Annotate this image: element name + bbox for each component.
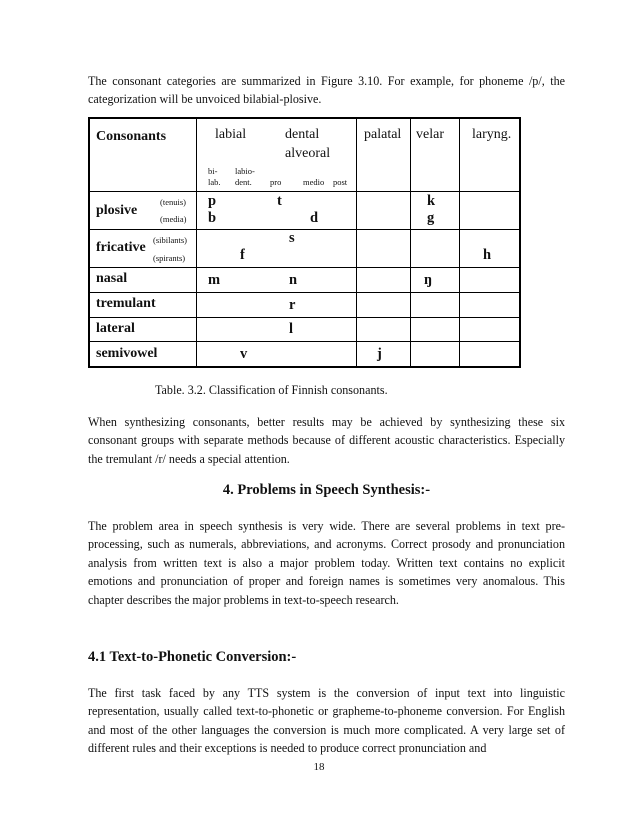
phoneme-n: n xyxy=(289,272,298,288)
table-divider xyxy=(410,119,411,366)
header-consonants: Consonants xyxy=(96,129,167,144)
phoneme-l: l xyxy=(289,321,294,337)
body-paragraph: The problem area in speech synthesis is very wide. There are several problems in text pre-processing, such as numerals, abbreviations, and acronyms. Correct prosody and pronunciation analysis from written text is also a major problem today. Written text contains no explicit emotions and pronunciation of proper and foreign names is sometimes very anomalous. This chapter describes the major problems in text-to-speech research. xyxy=(88,519,565,607)
header-palatal: palatal xyxy=(364,127,402,142)
section-heading: 4. Problems in Speech Synthesis:- xyxy=(222,482,431,498)
header-labial: labial xyxy=(215,127,247,142)
table-caption: Table. 3.2. Classification of Finnish consonants. xyxy=(155,383,388,397)
table-divider xyxy=(90,292,519,293)
table-divider xyxy=(90,317,519,318)
row-media: (media) xyxy=(160,214,187,224)
table-divider xyxy=(356,119,357,366)
header-bilab-1: bi- xyxy=(208,166,218,176)
table-divider xyxy=(90,229,519,230)
row-semivowel: semivowel xyxy=(96,346,158,361)
phoneme-m: m xyxy=(208,272,221,288)
table-divider xyxy=(90,267,519,268)
header-labiodent-1: labio- xyxy=(235,166,255,176)
subsection-heading: 4.1 Text-to-Phonetic Conversion:- xyxy=(88,649,297,665)
phoneme-f: f xyxy=(240,247,245,263)
row-lateral: lateral xyxy=(96,321,135,336)
body-paragraph: When synthesizing consonants, better results may be achieved by synthesizing these six consonant groups with separate methods because of different acoustic characteristics. Especially the tremulant /r/ needs a special attention. xyxy=(88,415,565,466)
row-fricative: fricative xyxy=(96,240,146,255)
header-velar: velar xyxy=(416,127,444,142)
consonant-classification-table xyxy=(88,117,521,368)
phoneme-d: d xyxy=(310,210,319,226)
phoneme-j: j xyxy=(377,346,382,362)
header-bilab-2: lab. xyxy=(208,177,221,187)
phoneme-ng: ŋ xyxy=(424,272,433,288)
header-labiodent-2: dent. xyxy=(235,177,252,187)
header-post: post xyxy=(333,177,348,187)
header-laryng: laryng. xyxy=(472,127,512,142)
phoneme-g: g xyxy=(427,210,435,226)
phoneme-h: h xyxy=(483,247,492,263)
header-dental: dental xyxy=(285,127,320,142)
table-divider xyxy=(459,119,460,366)
phoneme-r: r xyxy=(289,297,296,313)
phoneme-v: v xyxy=(240,346,248,362)
row-tremulant: tremulant xyxy=(96,296,156,311)
row-nasal: nasal xyxy=(96,271,128,286)
phoneme-k: k xyxy=(427,193,436,209)
body-paragraph: The first task faced by any TTS system is the conversion of input text into linguistic representation, usually called text-to-phonetic or grapheme-to-phoneme conversion. For English and most of the other languages the conversion is much more complicated. A very large set of different rules and their exceptions is needed to produce correct pronunciation and xyxy=(88,686,565,756)
phoneme-s: s xyxy=(289,230,295,246)
intro-paragraph: The consonant categories are summarized in Figure 3.10. For example, for phoneme /p/, the categorization will be unvoiced bilabial-plosive. xyxy=(88,74,565,107)
phoneme-t: t xyxy=(277,193,282,209)
row-plosive: plosive xyxy=(96,203,138,218)
row-spirants: (spirants) xyxy=(153,253,186,263)
table-divider xyxy=(90,341,519,342)
header-alveoral: alveoral xyxy=(285,146,331,161)
header-medio: medio xyxy=(303,177,325,187)
page-number: 18 xyxy=(313,761,325,773)
phoneme-b: b xyxy=(208,210,217,226)
table-divider xyxy=(90,191,519,192)
row-tenuis: (tenuis) xyxy=(160,197,186,207)
header-pro: pro xyxy=(270,177,282,187)
row-sibilants: (sibilants) xyxy=(153,235,187,245)
table-divider xyxy=(196,119,197,366)
phoneme-p: p xyxy=(208,193,217,209)
